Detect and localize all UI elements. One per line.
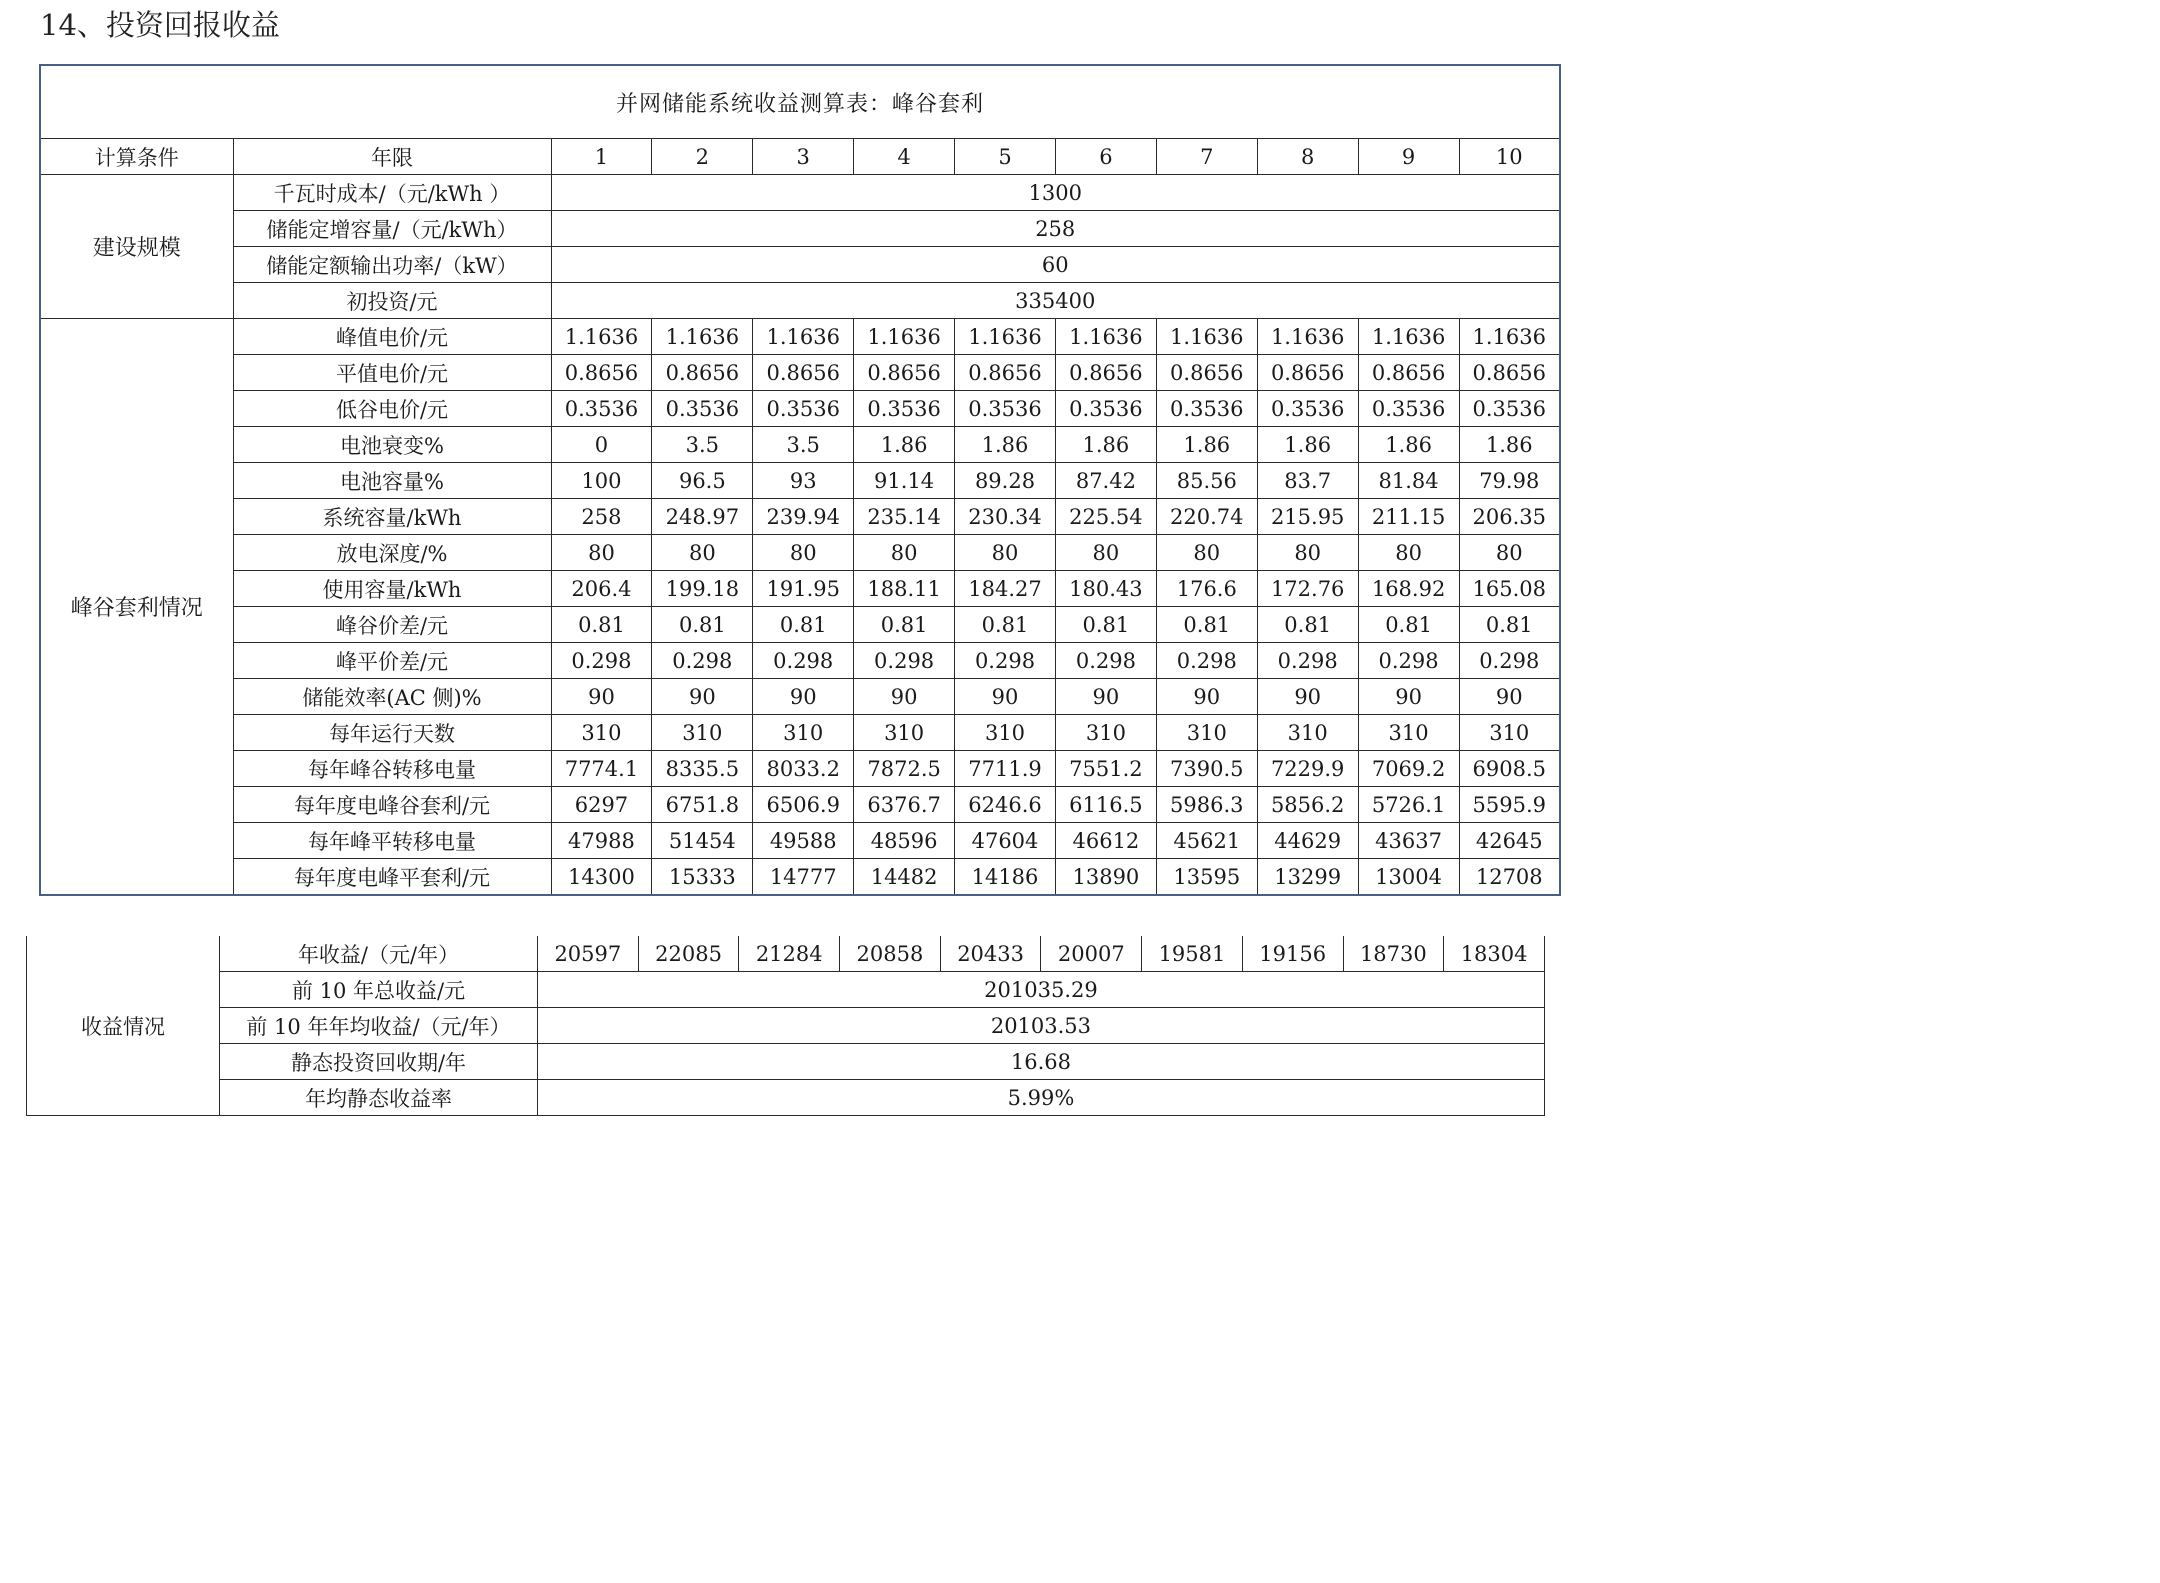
header-year-9: 9 [1358,139,1459,175]
row-label: 电池衰变% [233,427,551,463]
row-label: 年收益/（元/年） [220,936,538,972]
value-cell: 90 [1257,679,1358,715]
value-cell: 90 [753,679,854,715]
value-cell: 80 [1055,535,1156,571]
value-cell: 0.81 [1459,607,1560,643]
value-cell: 0.81 [1358,607,1459,643]
value-cell: 7872.5 [854,751,955,787]
value-cell: 1.86 [1055,427,1156,463]
arbitrage-row [40,607,1560,643]
value-cell: 1.86 [1156,427,1257,463]
value-cell: 235.14 [854,499,955,535]
section-heading: 14、投资回报收益 [40,8,280,42]
value-cell: 21284 [739,936,840,972]
value-cell: 20007 [1041,936,1142,972]
value-cell: 79.98 [1459,463,1560,499]
row-label: 初投资/元 [233,283,551,319]
value-cell: 5986.3 [1156,787,1257,823]
value-cell: 96.5 [652,463,753,499]
value-cell: 6246.6 [955,787,1056,823]
value-cell: 0.8656 [551,355,652,391]
value-cell: 100 [551,463,652,499]
row-label: 储能定额输出功率/（kW） [233,247,551,283]
group-label-arbitrage: 峰谷套利情况 [40,319,233,896]
value-cell: 7069.2 [1358,751,1459,787]
value-cell: 0.8656 [955,355,1056,391]
value-cell: 20597 [538,936,639,972]
value-cell: 1.1636 [1156,319,1257,355]
row-label: 平值电价/元 [233,355,551,391]
value-cell: 0.3536 [1358,391,1459,427]
row-label: 每年运行天数 [233,715,551,751]
value-cell: 206.4 [551,571,652,607]
value-cell: 1.86 [1358,427,1459,463]
value-cell: 310 [753,715,854,751]
value-cell: 14777 [753,859,854,896]
group-label-construction: 建设规模 [40,175,233,319]
value-cell: 19581 [1142,936,1243,972]
table-title: 并网储能系统收益测算表：峰谷套利 [40,65,1560,139]
value-cell: 44629 [1257,823,1358,859]
value-cell: 89.28 [955,463,1056,499]
row-label: 峰值电价/元 [233,319,551,355]
value-cell: 87.42 [1055,463,1156,499]
annual-income-row [27,936,1545,972]
value-cell: 13890 [1055,859,1156,896]
value-cell: 80 [1459,535,1560,571]
header-year-label: 年限 [233,139,551,175]
value-cell: 6297 [551,787,652,823]
value-cell: 230.34 [955,499,1056,535]
value-cell: 220.74 [1156,499,1257,535]
value-cell: 176.6 [1156,571,1257,607]
value-cell: 258 [551,499,652,535]
arbitrage-row [40,355,1560,391]
construction-row [40,283,1560,319]
construction-row [40,211,1560,247]
value-cell: 0 [551,427,652,463]
arbitrage-row [40,679,1560,715]
value-cell: 8033.2 [753,751,854,787]
value-cell: 0.8656 [1156,355,1257,391]
income-summary-row [27,1080,1545,1116]
merged-value: 16.68 [538,1044,1545,1080]
value-cell: 310 [854,715,955,751]
value-cell: 90 [1459,679,1560,715]
merged-value: 5.99% [538,1080,1545,1116]
value-cell: 0.3536 [1459,391,1560,427]
value-cell: 165.08 [1459,571,1560,607]
value-cell: 13004 [1358,859,1459,896]
value-cell: 43637 [1358,823,1459,859]
value-cell: 49588 [753,823,854,859]
revenue-calculation-table [39,64,1561,896]
header-year-1: 1 [551,139,652,175]
value-cell: 80 [652,535,753,571]
value-cell: 80 [1257,535,1358,571]
value-cell: 81.84 [1358,463,1459,499]
arbitrage-row [40,859,1560,896]
value-cell: 90 [652,679,753,715]
value-cell: 15333 [652,859,753,896]
value-cell: 3.5 [652,427,753,463]
arbitrage-row [40,463,1560,499]
value-cell: 80 [1156,535,1257,571]
value-cell: 0.298 [1257,643,1358,679]
value-cell: 172.76 [1257,571,1358,607]
value-cell: 310 [551,715,652,751]
value-cell: 310 [1156,715,1257,751]
value-cell: 6376.7 [854,787,955,823]
arbitrage-row [40,499,1560,535]
header-year-2: 2 [652,139,753,175]
value-cell: 14186 [955,859,1056,896]
income-summary-row [27,1008,1545,1044]
value-cell: 90 [551,679,652,715]
header-year-5: 5 [955,139,1056,175]
value-cell: 0.81 [1257,607,1358,643]
value-cell: 46612 [1055,823,1156,859]
value-cell: 7711.9 [955,751,1056,787]
value-cell: 1.1636 [1459,319,1560,355]
value-cell: 199.18 [652,571,753,607]
value-cell: 93 [753,463,854,499]
value-cell: 0.8656 [1257,355,1358,391]
value-cell: 248.97 [652,499,753,535]
row-label: 年均静态收益率 [220,1080,538,1116]
row-label: 每年峰平转移电量 [233,823,551,859]
row-label: 储能定增容量/（元/kWh） [233,211,551,247]
value-cell: 0.81 [753,607,854,643]
value-cell: 7229.9 [1257,751,1358,787]
value-cell: 45621 [1156,823,1257,859]
row-label: 系统容量/kWh [233,499,551,535]
value-cell: 7390.5 [1156,751,1257,787]
row-label: 使用容量/kWh [233,571,551,607]
arbitrage-row [40,571,1560,607]
row-label: 峰平价差/元 [233,643,551,679]
merged-value: 60 [551,247,1560,283]
arbitrage-row [40,427,1560,463]
row-label: 每年度电峰平套利/元 [233,859,551,896]
value-cell: 180.43 [1055,571,1156,607]
value-cell: 6116.5 [1055,787,1156,823]
value-cell: 0.8656 [1459,355,1560,391]
value-cell: 0.8656 [854,355,955,391]
value-cell: 191.95 [753,571,854,607]
arbitrage-row [40,715,1560,751]
value-cell: 0.81 [551,607,652,643]
value-cell: 0.3536 [652,391,753,427]
value-cell: 168.92 [1358,571,1459,607]
row-label: 每年峰谷转移电量 [233,751,551,787]
value-cell: 211.15 [1358,499,1459,535]
value-cell: 90 [1358,679,1459,715]
value-cell: 1.1636 [854,319,955,355]
row-label: 每年度电峰谷套利/元 [233,787,551,823]
value-cell: 20858 [840,936,941,972]
value-cell: 80 [854,535,955,571]
value-cell: 47604 [955,823,1056,859]
value-cell: 0.81 [1156,607,1257,643]
value-cell: 0.81 [854,607,955,643]
value-cell: 19156 [1242,936,1343,972]
value-cell: 215.95 [1257,499,1358,535]
value-cell: 0.298 [854,643,955,679]
value-cell: 1.86 [1257,427,1358,463]
value-cell: 0.3536 [551,391,652,427]
value-cell: 7774.1 [551,751,652,787]
value-cell: 47988 [551,823,652,859]
value-cell: 0.3536 [753,391,854,427]
value-cell: 225.54 [1055,499,1156,535]
value-cell: 310 [1358,715,1459,751]
value-cell: 206.35 [1459,499,1560,535]
value-cell: 0.8656 [753,355,854,391]
value-cell: 0.3536 [1156,391,1257,427]
value-cell: 42645 [1459,823,1560,859]
value-cell: 5856.2 [1257,787,1358,823]
value-cell: 1.86 [1459,427,1560,463]
value-cell: 1.1636 [1055,319,1156,355]
construction-row [40,247,1560,283]
value-cell: 1.86 [955,427,1056,463]
value-cell: 0.298 [1358,643,1459,679]
row-label: 千瓦时成本/（元/kWh ） [233,175,551,211]
merged-value: 1300 [551,175,1560,211]
value-cell: 0.8656 [1055,355,1156,391]
value-cell: 310 [652,715,753,751]
header-condition-label: 计算条件 [40,139,233,175]
value-cell: 1.1636 [753,319,854,355]
arbitrage-row [40,319,1560,355]
value-cell: 184.27 [955,571,1056,607]
arbitrage-row [40,391,1560,427]
arbitrage-row [40,643,1560,679]
merged-value: 201035.29 [538,972,1545,1008]
row-label: 电池容量% [233,463,551,499]
value-cell: 0.8656 [1358,355,1459,391]
value-cell: 80 [1358,535,1459,571]
value-cell: 0.298 [1459,643,1560,679]
value-cell: 1.1636 [551,319,652,355]
value-cell: 51454 [652,823,753,859]
header-year-8: 8 [1257,139,1358,175]
arbitrage-row [40,535,1560,571]
value-cell: 0.8656 [652,355,753,391]
value-cell: 310 [1257,715,1358,751]
income-summary-row [27,1044,1545,1080]
value-cell: 90 [1156,679,1257,715]
value-cell: 20433 [940,936,1041,972]
value-cell: 0.298 [551,643,652,679]
value-cell: 188.11 [854,571,955,607]
value-cell: 6908.5 [1459,751,1560,787]
value-cell: 90 [854,679,955,715]
value-cell: 90 [1055,679,1156,715]
value-cell: 0.3536 [854,391,955,427]
value-cell: 1.1636 [1358,319,1459,355]
value-cell: 0.298 [1055,643,1156,679]
value-cell: 14300 [551,859,652,896]
value-cell: 0.298 [1156,643,1257,679]
value-cell: 1.1636 [652,319,753,355]
row-label: 低谷电价/元 [233,391,551,427]
value-cell: 14482 [854,859,955,896]
header-year-6: 6 [1055,139,1156,175]
value-cell: 0.3536 [1257,391,1358,427]
value-cell: 12708 [1459,859,1560,896]
value-cell: 0.3536 [955,391,1056,427]
construction-row [40,175,1560,211]
value-cell: 8335.5 [652,751,753,787]
value-cell: 3.5 [753,427,854,463]
value-cell: 80 [955,535,1056,571]
value-cell: 6506.9 [753,787,854,823]
income-summary-row [27,972,1545,1008]
value-cell: 1.86 [854,427,955,463]
value-cell: 13299 [1257,859,1358,896]
arbitrage-row [40,787,1560,823]
value-cell: 0.298 [652,643,753,679]
value-cell: 18304 [1444,936,1545,972]
merged-value: 20103.53 [538,1008,1545,1044]
merged-value: 258 [551,211,1560,247]
value-cell: 0.81 [652,607,753,643]
merged-value: 335400 [551,283,1560,319]
row-label: 静态投资回收期/年 [220,1044,538,1080]
header-year-3: 3 [753,139,854,175]
value-cell: 22085 [638,936,739,972]
group-label-income: 收益情况 [27,936,220,1116]
arbitrage-row [40,823,1560,859]
header-year-10: 10 [1459,139,1560,175]
value-cell: 6751.8 [652,787,753,823]
value-cell: 0.298 [753,643,854,679]
row-label: 前 10 年年均收益/（元/年） [220,1008,538,1044]
value-cell: 80 [753,535,854,571]
value-cell: 5595.9 [1459,787,1560,823]
value-cell: 1.1636 [955,319,1056,355]
value-cell: 13595 [1156,859,1257,896]
value-cell: 90 [955,679,1056,715]
arbitrage-row [40,751,1560,787]
value-cell: 310 [955,715,1056,751]
value-cell: 83.7 [1257,463,1358,499]
row-label: 前 10 年总收益/元 [220,972,538,1008]
row-label: 储能效率(AC 侧)% [233,679,551,715]
value-cell: 80 [551,535,652,571]
value-cell: 0.81 [1055,607,1156,643]
value-cell: 0.81 [955,607,1056,643]
row-label: 峰谷价差/元 [233,607,551,643]
value-cell: 310 [1459,715,1560,751]
value-cell: 85.56 [1156,463,1257,499]
income-table [26,936,1545,1116]
row-label: 放电深度/% [233,535,551,571]
value-cell: 91.14 [854,463,955,499]
value-cell: 48596 [854,823,955,859]
value-cell: 5726.1 [1358,787,1459,823]
value-cell: 18730 [1343,936,1444,972]
value-cell: 1.1636 [1257,319,1358,355]
value-cell: 0.298 [955,643,1056,679]
value-cell: 239.94 [753,499,854,535]
header-year-4: 4 [854,139,955,175]
value-cell: 0.3536 [1055,391,1156,427]
value-cell: 310 [1055,715,1156,751]
value-cell: 7551.2 [1055,751,1156,787]
header-year-7: 7 [1156,139,1257,175]
